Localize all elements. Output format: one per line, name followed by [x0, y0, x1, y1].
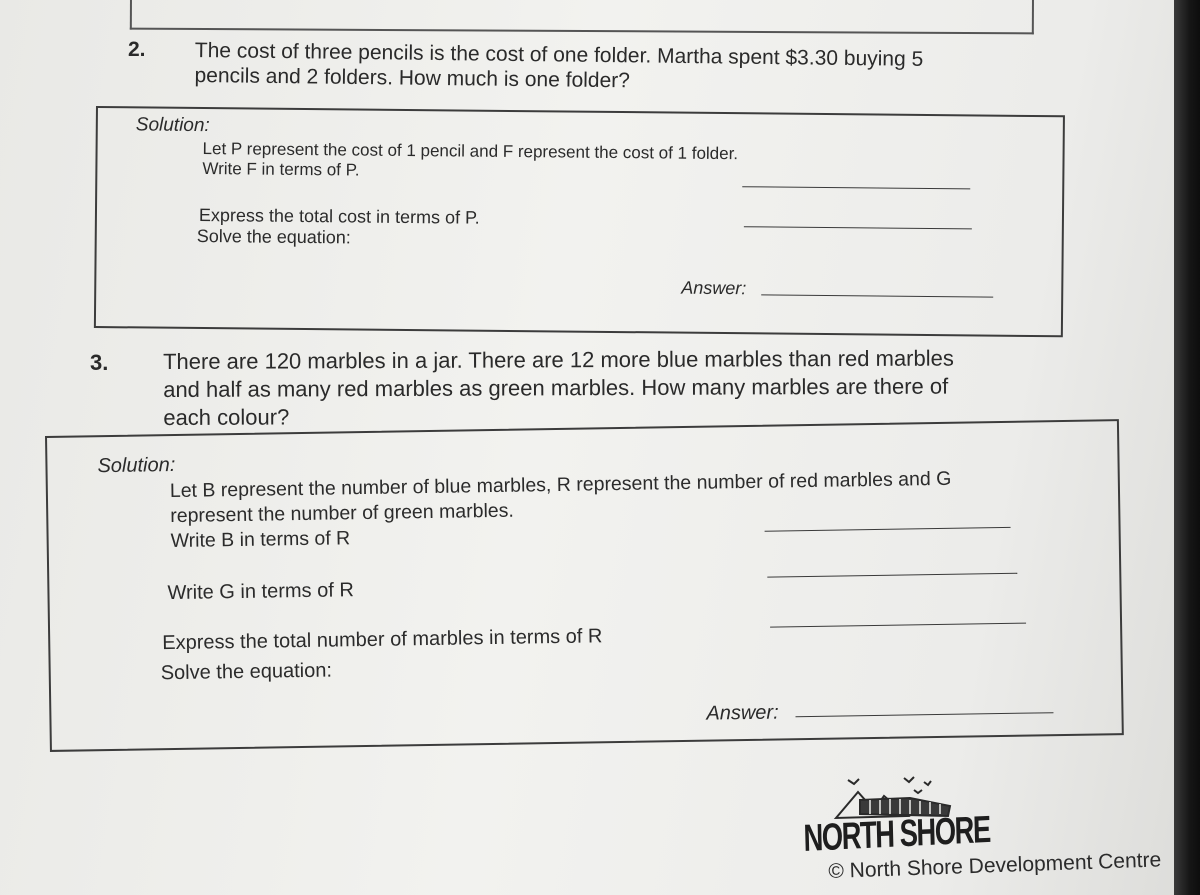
question-2-answer-line-2[interactable]: [744, 226, 972, 229]
question-3-answer-line-2[interactable]: [767, 573, 1017, 578]
question-3-step-1b: represent the number of green marbles.: [170, 499, 515, 528]
question-3-line-3: each colour?: [163, 404, 290, 430]
question-2-final-answer-line[interactable]: [761, 294, 993, 297]
question-2-step-1b: Write F in terms of P.: [202, 159, 360, 180]
question-3-number: 3.: [90, 350, 109, 375]
previous-answer-box: [130, 0, 1034, 34]
question-3-line-2: and half as many red marbles as green marbles. How many marbles are there of: [163, 373, 949, 402]
question-2-text: [194, 38, 923, 97]
question-2-line-1: The cost of three pencils is the cost of one folder. Martha spent $3.30 buying 5: [194, 38, 924, 71]
question-3-step-2: Write G in terms of R: [167, 579, 354, 605]
question-2-answer-label: Answer:: [681, 277, 747, 299]
question-2-line-2: pencils and 2 folders. How much is one folder?: [194, 63, 631, 93]
question-3-solution-box: [45, 419, 1124, 752]
background-edge: [1174, 0, 1200, 895]
question-3-answer-label: Answer:: [706, 701, 779, 725]
question-3-step-1c: Write B in terms of R: [170, 527, 351, 553]
question-2-solution-box: [94, 106, 1065, 337]
question-3-text: [163, 345, 954, 432]
question-2-solution-label: Solution:: [135, 114, 210, 137]
question-3-solution-label: Solution:: [97, 453, 176, 478]
question-3-line-1: There are 120 marbles in a jar. There are 12 more blue marbles than red marbles: [163, 345, 954, 374]
question-3-answer-line-3[interactable]: [770, 623, 1026, 628]
question-3-final-answer-line[interactable]: [795, 712, 1053, 717]
question-2-step-2: Express the total cost in terms of P.: [198, 204, 480, 228]
question-3-step-3a: Express the total number of marbles in terms of R: [162, 625, 603, 655]
question-3-step-3b: Solve the equation:: [160, 659, 333, 685]
question-2-step-3: Solve the equation:: [196, 225, 351, 248]
copyright-notice: © North Shore Development Centre: [828, 848, 1162, 883]
question-2-number: 2.: [128, 38, 146, 61]
question-3-step-1a: Let B represent the number of blue marbles, R represent the number of red marbles and G: [169, 467, 952, 503]
question-2-answer-line-1[interactable]: [742, 186, 970, 189]
question-3-answer-line-1[interactable]: [765, 527, 1011, 532]
question-2-step-1a: Let P represent the cost of 1 pencil and F represent the cost of 1 folder.: [202, 139, 739, 164]
north-shore-brand: NORTH SHORE: [803, 808, 991, 860]
